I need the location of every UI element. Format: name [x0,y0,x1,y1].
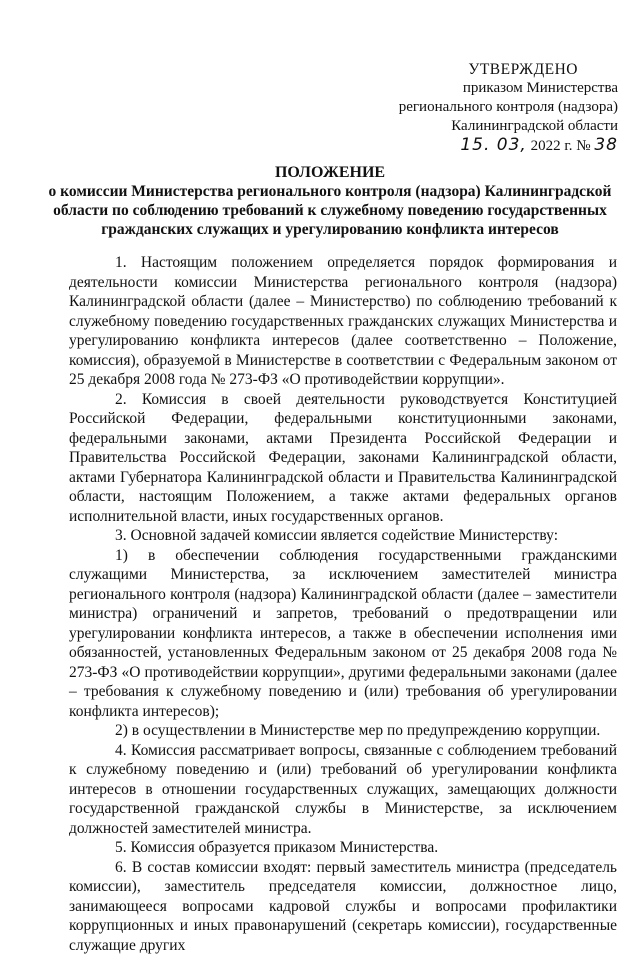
paragraph: 1. Настоящим положением определяется порядок формирования и деятельности комиссии Министерства регионального контроля (надзора) Калининградской области (далее – Министерство) по соблюдению требований к служебному поведению государственных гражданских служащих Министерства и урегулированию конфликта интересов (далее соответственно – Положение, комиссия), образуемой в Министерстве в соответствии с Федеральным законом от 25 декабря 2008 года № 273-ФЗ «О противодействии коррупции». [69,253,617,390]
approval-region-line: Калининградской области [399,117,618,136]
paragraph: 2) в осуществлении в Министерстве мер по предупреждению коррупции. [69,721,617,741]
handwritten-date: 15. 03, [460,135,526,155]
paragraph: 5. Комиссия образуется приказом Министерства. [69,838,617,858]
approval-stamp-block [399,60,618,156]
handwritten-number: 38 [594,135,618,155]
approval-ministry-line: регионального контроля (надзора) [399,98,618,117]
document-title-block [40,163,620,239]
paragraph: 1) в обеспечении соблюдения государственными гражданскими служащими Министерства, за исключением заместителей министра регионального контроля (надзора) Калининградской области (далее – заместители министра) ограничений и запретов, требований о предотвращении или урегулировании конфликта интересов, а также в обеспечении исполнения ими обязанностей, установленных Федеральным законом от 25 декабря 2008 года № 273-ФЗ «О противодействии коррупции», другими федеральными законами (далее – требования к служебному поведению и (или) требования об урегулировании конфликта интересов); [69,546,617,722]
approval-date-line [399,136,618,156]
document-subtitle: о комиссии Министерства регионального контроля (надзора) Калининградской области по соблюдению требований к служебному поведению государственных гражданских служащих и урегулированию конфликта интересов [40,182,620,239]
paragraph: 2. Комиссия в своей деятельности руководствуется Конституцией Российской Федерации, федеральными конституционными законами, федеральными законами, актами Президента Российской Федерации и Правительства Российской Федерации, законами Калининградской области, актами Губернатора Калининградской области и Правительства Калининградской области, настоящим Положением, а также актами федеральных органов исполнительной власти, иных государственных органов. [69,390,617,527]
paragraph: 3. Основной задачей комиссии является содействие Министерству: [69,526,617,546]
paragraph: 4. Комиссия рассматривает вопросы, связанные с соблюдением требований к служебному поведению и (или) требований об урегулировании конфликта интересов в отношении государственных служащих, замещающих должности государственной гражданской службы в Министерстве, за исключением должностей заместителей министра. [69,741,617,839]
approval-heading: УТВЕРЖДЕНО [399,60,618,79]
paragraph: 6. В состав комиссии входят: первый заместитель министра (председатель комиссии), заместитель председателя комиссии, должностное лицо, занимающееся вопросами кадровой службы и вопросами профилактики коррупционных и иных правонарушений (секретарь комиссии), государственные служащие других [69,858,617,955]
date-suffix: 2022 г. № [531,138,591,154]
document-title: ПОЛОЖЕНИЕ [40,163,620,182]
document-body [69,253,617,955]
approval-order-line: приказом Министерства [399,79,618,98]
